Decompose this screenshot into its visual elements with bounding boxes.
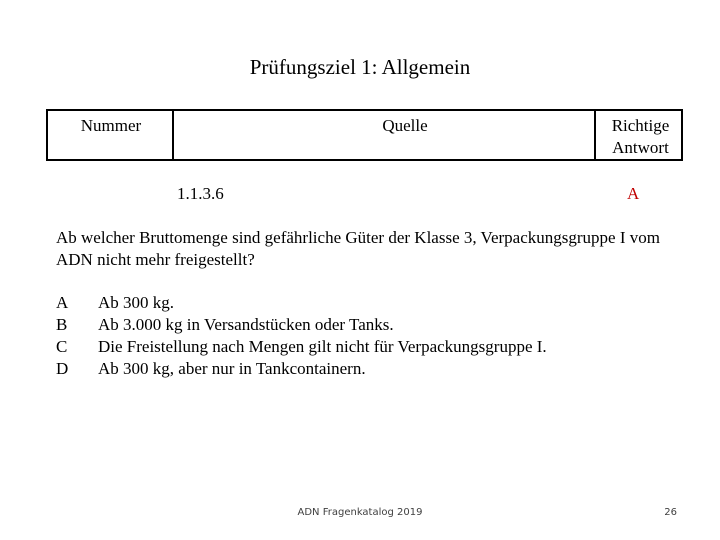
option-letter: B (56, 315, 68, 334)
option-text: Ab 3.000 kg in Versandstücken oder Tanks. (98, 315, 394, 334)
header-quelle: Quelle (382, 116, 428, 135)
slide-title: Prüfungsziel 1: Allgemein (249, 55, 471, 79)
option-b (56, 314, 676, 336)
footer-text: ADN Fragenkatalog 2019 (297, 507, 423, 518)
option-text: Ab 300 kg, aber nur in Tankcontainern. (98, 359, 366, 378)
page-number: 26 (664, 507, 677, 518)
option-letter: D (56, 359, 69, 378)
option-letter: A (56, 293, 69, 312)
option-text: Ab 300 kg. (98, 293, 175, 312)
reference-number: 1.1.3.6 (177, 184, 224, 203)
option-text: Die Freistellung nach Mengen gilt nicht für Verpackungsgruppe I. (98, 337, 547, 356)
option-letter: C (56, 337, 68, 356)
option-d (56, 358, 676, 380)
header-richtige-antwort: Richtige Antwort (611, 116, 670, 157)
header-nummer: Nummer (80, 116, 142, 135)
correct-answer: A (627, 184, 640, 203)
answer-options (56, 292, 676, 380)
header-table (46, 109, 683, 161)
question-text: Ab welcher Bruttomenge sind gefährliche Güter der Klasse 3, Verpackungsgruppe I vom ADN nicht mehr freigestellt? (56, 228, 660, 269)
option-c (56, 336, 676, 358)
option-a (56, 292, 676, 314)
